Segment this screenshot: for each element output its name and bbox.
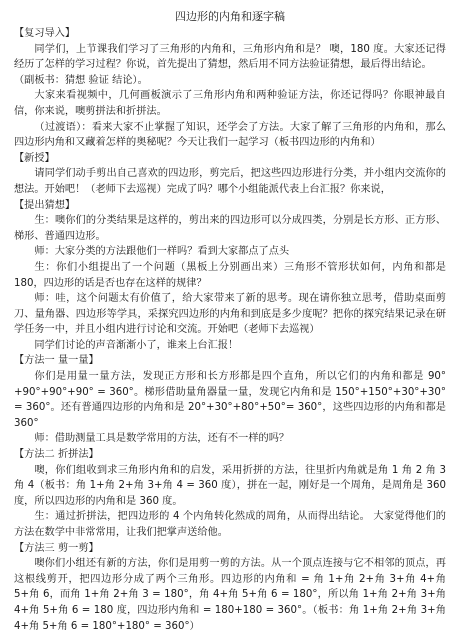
paragraph: 师：哇，这个问题太有价值了，给大家带来了新的思考。现在请你独立思考，借助桌面剪刀、量角器、四边形等学具，采探究四边形的内角和到底是多少度呢？把你的探究结果记录在研学任务一中，并且小组内进行讨论和交流。开始吧（老师下去巡视） bbox=[14, 293, 446, 336]
section-heading: 【方法三 剪一剪】 bbox=[14, 542, 99, 554]
paragraph: 生：你们小组提出了一个问题（黑板上分别画出来）三角形不管形状如何，内角和都是 180，四边形的话是否也存在这样的规律？ bbox=[14, 261, 446, 289]
paragraph: 生：通过折拼法，把四边形的 4 个内角转化然成的周角，从而得出结论。 大家觉得他们的方法在数学中非常常用，让我们把掌声送给他。 bbox=[14, 511, 446, 538]
paragraph: 噢，你们组收到求三角形内角和的启发，采用折拼的方法，往里折内角就是角 1 角 2 角 3 角 4（板书：角 1+角 2+角 3+角 4 = 360 度），拼在一起，刚好是一个周角，是周角是 360 度，所以四边形的内角和是 360 度。 bbox=[14, 464, 446, 507]
document-title: 四边形的内角和逐字稿 bbox=[175, 10, 285, 23]
section-heading: 【提出猜想】 bbox=[14, 199, 76, 211]
section-heading: 【新授】 bbox=[14, 152, 55, 164]
paragraph: 师：借助测量工具是数学常用的方法，还有不一样的吗？ bbox=[34, 433, 290, 445]
paragraph: 同学们讨论的声音渐渐小了，谁来上台汇报！ bbox=[34, 339, 239, 351]
paragraph: 同学们，上节课我们学习了三角形的内角和，三角形内角和是？ 噢，180 度。大家还记得经历了怎样的学习过程？你说，首先提出了猜想，然后用不同方法验证猜想，最后得出结论。 bbox=[14, 43, 446, 71]
paragraph: 噢你们小组还有新的方法，你们是用剪一剪的方法。从一个顶点连接与它不相邻的顶点，再这根线剪开，把四边形分成了两个三角形。四边形的内角和 = 角 1+角 2+角 3+角 4+角 5+角 6，而角 1+角 2+角 3 = 180°，角 4+角 5+角 6 = 180°，所以角 1+角 2+角 3+角 4+角 5+角 6 = 180 度，四边形内角和 = 180+180 = 360°。（板书：角 1+角 2+角 3+角 4+角 5+角 6 = 180°+180° = 360°） bbox=[14, 558, 446, 632]
paragraph: 你们是用量一量方法，发现正方形和长方形都是四个直角，所以它们的内角和都是 90°+90°+90°+90° = 360°。梯形借助量角器量一量，发现它内角和是 150°+150°+30°+30° = 360°。还有普通四边形的内角和是 20°+30°+80°+50°= 360°，这些四边形的内角和都是 360° bbox=[14, 371, 446, 429]
paragraph: 师：大家分类的方法跟他们一样吗？看到大家都点了点头 bbox=[34, 246, 290, 258]
section-heading: 【方法一 量一量】 bbox=[14, 355, 99, 367]
section-heading: 【复习导入】 bbox=[14, 28, 76, 39]
section-heading: 【方法二 折拼法】 bbox=[14, 449, 99, 461]
document-body bbox=[14, 26, 446, 634]
paragraph: 生：噢你们的分类结果是这样的，剪出来的四边形可以分成四类，分别是长方形、正方形、梯形、普通四边形。 bbox=[14, 215, 446, 242]
paragraph: 大家来看视频中，几何画板演示了三角形内角和两种验证方法，你还记得吗？你眼神最自信，你来说，噢剪拼法和折拼法。 bbox=[14, 90, 446, 117]
paragraph: 请同学们动手剪出自己喜欢的四边形，剪完后，把这些四边形进行分类，并小组内交流你的想法。开始吧！（老师下去巡视）完成了吗？哪个小组能派代表上台汇报？你来说， bbox=[14, 168, 446, 195]
paragraph: （副板书：猜想 验证 结论）。 bbox=[14, 74, 148, 86]
paragraph: （过渡语）：看来大家不止掌握了知识，还学会了方法。大家了解了三角形的内角和，那么四边形内角和又藏着怎样的奥秘呢？今天让我们一起学习（板书四边形的内角和） bbox=[14, 121, 446, 149]
